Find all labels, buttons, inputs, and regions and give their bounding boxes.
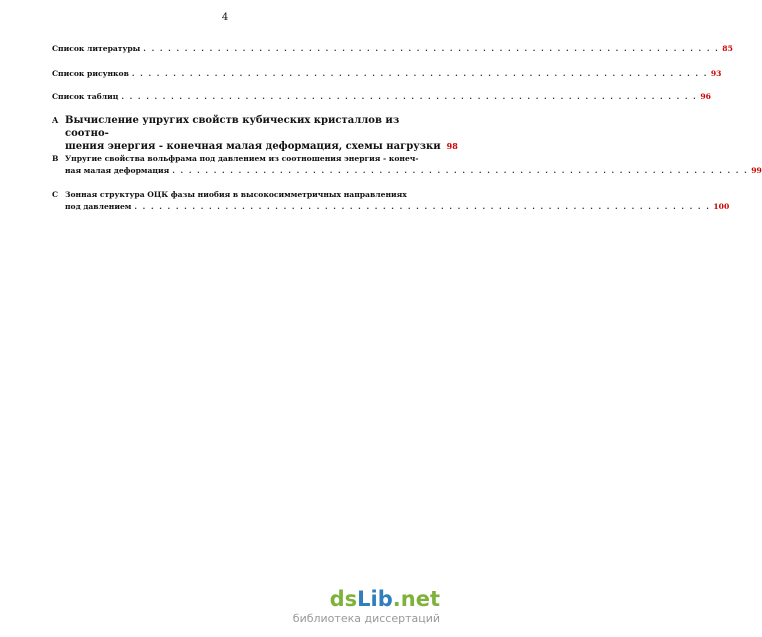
watermark-subtitle: библиотека диссертаций <box>292 612 440 625</box>
appendix-letter: A <box>52 115 59 125</box>
toc-entry-figures[interactable] <box>52 68 722 80</box>
dslib-watermark[interactable] <box>293 588 440 625</box>
toc-page-number[interactable]: 96 <box>700 92 711 101</box>
appendix-title-line: Упругие свойства вольфрама под давлением из соотношения энергия - конеч- <box>65 154 419 163</box>
toc-entry-title: Список литературы <box>52 44 141 53</box>
toc-page-number[interactable]: 85 <box>722 44 733 53</box>
toc-appendix-b[interactable] <box>52 153 762 177</box>
toc-entry-title: Список таблиц <box>52 92 119 101</box>
dot-leader: . . . . . . . . . . . . . . . . . . . . . . . . . . . . . . . . . . . . . . . . . . . . . . . . . . . . . . . . . . . . . . . . . . . . . . <box>143 44 720 53</box>
toc-appendix-c[interactable] <box>52 189 730 213</box>
appendix-title-line: Вычисление упругих свойств кубических кристаллов из соотно- <box>65 115 400 139</box>
page-number: 4 <box>221 12 229 23</box>
appendix-title-line: под давлением <box>65 202 132 211</box>
dot-leader: . . . . . . . . . . . . . . . . . . . . . . . . . . . . . . . . . . . . . . . . . . . . . . . . . . . . . . . . . . . . . . . . . . . . . . <box>121 92 698 101</box>
toc-entry-tables[interactable] <box>52 91 711 103</box>
dot-leader: . . . . . . . . . . . . . . . . . . . . . . . . . . . . . . . . . . . . . . . . . . . . . . . . . . . . . . . . . . . . . . . . . . . . . . <box>172 166 749 175</box>
toc-page-number[interactable]: 99 <box>751 166 762 175</box>
toc-entry-title: Список рисунков <box>52 69 129 78</box>
dot-leader: . . . . . . . . . . . . . . . . . . . . . . . . . . . . . . . . . . . . . . . . . . . . . . . . . . . . . . . . . . . . . . . . . . . . . . <box>131 69 708 78</box>
appendix-title-line: Зонная структура ОЦК фазы ниобия в высокосимметричных направлениях <box>65 190 407 199</box>
toc-entry-references[interactable] <box>52 43 733 55</box>
appendix-letter: C <box>52 190 59 199</box>
dslib-logo: dsLib.net <box>329 587 440 611</box>
toc-page-number[interactable]: 98 <box>446 141 458 151</box>
appendix-title-line: ная малая деформация <box>65 166 170 175</box>
dot-leader: . . . . . . . . . . . . . . . . . . . . . . . . . . . . . . . . . . . . . . . . . . . . . . . . . . . . . . . . . . . . . . . . . . . . . . <box>134 202 711 211</box>
appendix-title-line: шения энергия - конечная малая деформация, схемы нагрузки <box>65 141 441 152</box>
appendix-letter: B <box>52 154 59 163</box>
toc-appendix-a[interactable] <box>52 114 458 153</box>
toc-page-number[interactable]: 93 <box>710 69 722 78</box>
toc-page-number[interactable]: 100 <box>713 202 730 211</box>
